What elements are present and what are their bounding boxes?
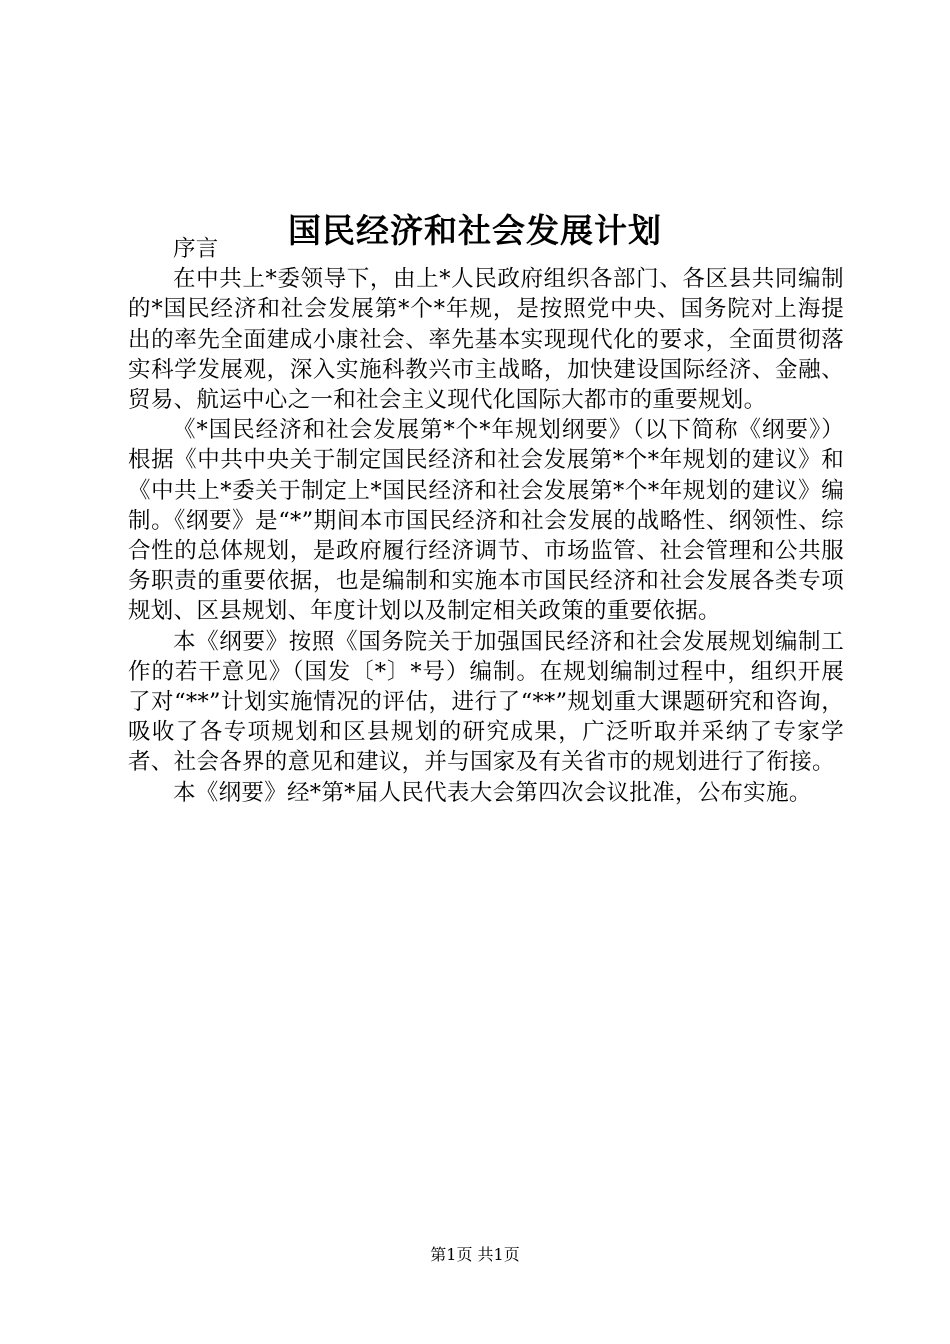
preface-heading: 序言 [173,236,219,262]
body-paragraph: 本《纲要》经*第*届人民代表大会第四次会议批准，公布实施。 [173,779,812,806]
document-title: 国民经济和社会发展计划 [288,211,662,251]
document-body [128,234,844,808]
page-footer: 第1页 共1页 [430,1245,520,1264]
body-paragraph: 本《纲要》按照《国务院关于加强国民经济和社会发展规划编制工作的若干意见》（国发〔*〕*号）编制。在规划编制过程中，组织开展了对“**”计划实施情况的评估，进行了“**”规划重大课题研究和咨询，吸收了各专项规划和区县规划的研究成果，广泛听取并采纳了专家学者、社会各界的意见和建议，并与国家及有关省市的规划进行了衔接。 [128,628,844,776]
body-paragraph: 在中共上*委领导下，由上*人民政府组织各部门、各区县共同编制的*国民经济和社会发展第*个*年规，是按照党中央、国务院对上海提出的率先全面建成小康社会、率先基本实现现代化的要求，全面贯彻落实科学发展观，深入实施科教兴市主战略，加快建设国际经济、金融、贸易、航运中心之一和社会主义现代化国际大都市的重要规划。 [128,266,844,414]
body-paragraph: 《*国民经济和社会发展第*个*年规划纲要》（以下简称《纲要》）根据《中共中央关于制定国民经济和社会发展第*个*年规划的建议》和《中共上*委关于制定上*国民经济和社会发展第*个*年规划的建议》编制。《纲要》是“*”期间本市国民经济和社会发展的战略性、纲领性、综合性的总体规划，是政府履行经济调节、市场监管、社会管理和公共服务职责的重要依据，也是编制和实施本市国民经济和社会发展各类专项规划、区县规划、年度计划以及制定相关政策的重要依据。 [128,417,844,625]
